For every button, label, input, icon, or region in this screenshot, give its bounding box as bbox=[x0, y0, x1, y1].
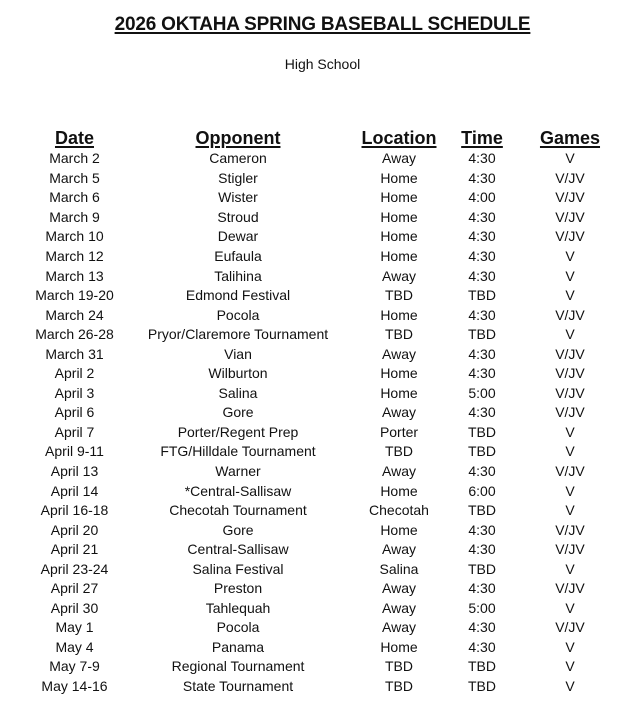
page-subtitle: High School bbox=[284, 56, 361, 72]
cell-time: TBD bbox=[468, 560, 496, 577]
table-row bbox=[22, 149, 625, 169]
column-header-location: Location bbox=[361, 128, 437, 148]
cell-opponent: Eufaula bbox=[214, 248, 262, 264]
cell-date: March 10 bbox=[45, 228, 104, 245]
cell-location: TBD bbox=[385, 326, 413, 343]
cell-location: Away bbox=[382, 541, 416, 558]
cell-date: April 6 bbox=[54, 404, 95, 421]
cell-date: March 26-28 bbox=[35, 326, 114, 343]
cell-time: TBD bbox=[468, 443, 496, 460]
table-row bbox=[22, 384, 625, 404]
cell-opponent: FTG/Hilldale Tournament bbox=[160, 443, 316, 460]
cell-time: 4:30 bbox=[468, 345, 496, 362]
cell-opponent: State Tournament bbox=[182, 678, 294, 695]
cell-games: V/JV bbox=[555, 404, 585, 421]
cell-opponent: Central-Sallisaw bbox=[187, 541, 289, 558]
cell-games: V bbox=[565, 482, 575, 499]
cell-opponent: Talihina bbox=[214, 267, 262, 284]
cell-opponent: Wister bbox=[218, 189, 258, 206]
cell-opponent: Edmond Festival bbox=[185, 287, 291, 304]
cell-time: 4:30 bbox=[468, 638, 496, 655]
cell-opponent: Salina bbox=[218, 384, 258, 401]
cell-location: Home bbox=[380, 482, 418, 499]
cell-location: Away bbox=[382, 619, 416, 636]
cell-opponent: Porter/Regent Prep bbox=[177, 423, 299, 440]
table-row bbox=[22, 364, 625, 384]
cell-date: May 1 bbox=[55, 619, 94, 636]
cell-date: April 14 bbox=[50, 482, 99, 499]
header-row bbox=[22, 121, 625, 149]
cell-date: May 14-16 bbox=[41, 678, 108, 695]
table-row bbox=[22, 208, 625, 228]
cell-date: April 13 bbox=[50, 463, 99, 480]
cell-games: V/JV bbox=[555, 169, 585, 186]
cell-date: April 21 bbox=[50, 541, 99, 558]
cell-games: V/JV bbox=[555, 208, 585, 225]
cell-date: April 30 bbox=[50, 599, 99, 616]
cell-opponent: Preston bbox=[213, 580, 263, 597]
cell-time: 4:30 bbox=[468, 619, 496, 636]
cell-opponent: Gore bbox=[222, 404, 254, 421]
cell-opponent: Pocola bbox=[216, 619, 260, 636]
cell-date: March 13 bbox=[45, 267, 104, 284]
cell-games: V/JV bbox=[555, 541, 585, 558]
cell-opponent: Vian bbox=[224, 345, 252, 362]
cell-opponent: Tahlequah bbox=[205, 599, 271, 616]
cell-opponent: Pocola bbox=[216, 306, 260, 323]
cell-location: Home bbox=[380, 228, 418, 245]
cell-location: Home bbox=[380, 384, 418, 401]
table-row bbox=[22, 305, 625, 325]
cell-location: Home bbox=[380, 306, 418, 323]
cell-time: 4:30 bbox=[468, 521, 496, 538]
table-row bbox=[22, 286, 625, 306]
cell-games: V bbox=[565, 599, 575, 616]
table-row bbox=[22, 325, 625, 345]
table-row bbox=[22, 462, 625, 482]
schedule-body bbox=[22, 149, 625, 696]
table-row bbox=[22, 540, 625, 560]
cell-time: 4:30 bbox=[468, 463, 496, 480]
cell-date: May 4 bbox=[55, 638, 94, 655]
table-row bbox=[22, 520, 625, 540]
cell-location: Away bbox=[382, 580, 416, 597]
table-row bbox=[22, 638, 625, 658]
column-header-games: Games bbox=[539, 128, 601, 148]
table-row bbox=[22, 344, 625, 364]
cell-time: TBD bbox=[468, 678, 496, 695]
cell-time: 4:30 bbox=[468, 365, 496, 382]
cell-games: V bbox=[565, 287, 575, 304]
cell-location: Away bbox=[382, 345, 416, 362]
cell-games: V bbox=[565, 267, 575, 284]
cell-games: V bbox=[565, 443, 575, 460]
cell-games: V bbox=[565, 678, 575, 695]
cell-time: 4:30 bbox=[468, 169, 496, 186]
cell-time: 4:30 bbox=[468, 150, 496, 167]
cell-games: V/JV bbox=[555, 384, 585, 401]
cell-date: March 12 bbox=[45, 248, 104, 264]
cell-time: 4:30 bbox=[468, 404, 496, 421]
cell-games: V bbox=[565, 502, 575, 519]
table-row bbox=[22, 579, 625, 599]
cell-location: Porter bbox=[379, 423, 419, 440]
cell-games: V/JV bbox=[555, 345, 585, 362]
cell-time: 4:00 bbox=[468, 189, 496, 206]
cell-games: V bbox=[565, 423, 575, 440]
cell-date: April 3 bbox=[54, 384, 95, 401]
cell-games: V/JV bbox=[555, 228, 585, 245]
cell-date: April 16-18 bbox=[40, 502, 109, 519]
cell-opponent: Wilburton bbox=[208, 365, 268, 382]
table-row bbox=[22, 559, 625, 579]
cell-date: March 5 bbox=[49, 169, 100, 186]
cell-location: TBD bbox=[385, 678, 413, 695]
table-row bbox=[22, 247, 625, 267]
table-row bbox=[22, 169, 625, 189]
cell-location: Home bbox=[380, 248, 418, 264]
cell-games: V/JV bbox=[555, 189, 585, 206]
cell-location: Checotah bbox=[369, 502, 429, 519]
table-row bbox=[22, 481, 625, 501]
cell-location: Home bbox=[380, 365, 418, 382]
table-row bbox=[22, 442, 625, 462]
cell-games: V bbox=[565, 248, 575, 264]
cell-location: Home bbox=[380, 638, 418, 655]
cell-time: 4:30 bbox=[468, 208, 496, 225]
table-row bbox=[22, 188, 625, 208]
cell-location: Salina bbox=[379, 560, 419, 577]
table-row bbox=[22, 501, 625, 521]
table-row bbox=[22, 423, 625, 443]
cell-games: V bbox=[565, 560, 575, 577]
cell-date: May 7-9 bbox=[49, 658, 100, 675]
cell-location: Home bbox=[380, 189, 418, 206]
schedule-table bbox=[22, 121, 625, 696]
cell-date: March 19-20 bbox=[35, 287, 114, 304]
cell-opponent: Cameron bbox=[209, 150, 267, 167]
cell-opponent: Salina Festival bbox=[192, 560, 284, 577]
cell-games: V/JV bbox=[555, 365, 585, 382]
table-row bbox=[22, 657, 625, 677]
cell-date: April 27 bbox=[50, 580, 99, 597]
cell-date: March 24 bbox=[45, 306, 104, 323]
cell-games: V/JV bbox=[555, 463, 585, 480]
cell-opponent: Checotah Tournament bbox=[169, 502, 307, 519]
cell-date: March 6 bbox=[49, 189, 100, 206]
cell-games: V/JV bbox=[555, 521, 585, 538]
cell-date: April 23-24 bbox=[40, 560, 109, 577]
cell-opponent: Warner bbox=[215, 463, 261, 480]
cell-opponent: *Central-Sallisaw bbox=[184, 482, 292, 499]
cell-date: March 31 bbox=[45, 345, 104, 362]
table-row bbox=[22, 618, 625, 638]
cell-time: 4:30 bbox=[468, 580, 496, 597]
cell-date: April 7 bbox=[54, 423, 95, 440]
cell-time: 4:30 bbox=[468, 248, 496, 264]
page-title: 2026 OKTAHA SPRING BASEBALL SCHEDULE bbox=[114, 14, 531, 35]
table-row bbox=[22, 677, 625, 697]
table-row bbox=[22, 403, 625, 423]
column-header-date: Date bbox=[54, 128, 94, 148]
cell-time: 4:30 bbox=[468, 306, 496, 323]
cell-time: 5:00 bbox=[468, 384, 496, 401]
cell-opponent: Stroud bbox=[217, 208, 259, 225]
column-header-time: Time bbox=[461, 128, 503, 148]
cell-date: April 2 bbox=[54, 365, 95, 382]
cell-time: TBD bbox=[468, 502, 496, 519]
cell-location: Home bbox=[380, 521, 418, 538]
cell-date: April 20 bbox=[50, 521, 99, 538]
cell-location: TBD bbox=[385, 443, 413, 460]
cell-opponent: Gore bbox=[222, 521, 254, 538]
cell-games: V/JV bbox=[555, 306, 585, 323]
cell-opponent: Pryor/Claremore Tournament bbox=[147, 326, 329, 343]
cell-time: TBD bbox=[468, 658, 496, 675]
cell-location: Away bbox=[382, 150, 416, 167]
cell-time: TBD bbox=[468, 287, 496, 304]
cell-location: Away bbox=[382, 599, 416, 616]
table-row bbox=[22, 599, 625, 619]
cell-opponent: Stigler bbox=[218, 169, 258, 186]
cell-games: V/JV bbox=[555, 580, 585, 597]
cell-games: V bbox=[565, 326, 575, 343]
cell-opponent: Regional Tournament bbox=[171, 658, 305, 675]
cell-time: 4:30 bbox=[468, 228, 496, 245]
table-row bbox=[22, 227, 625, 247]
cell-date: March 2 bbox=[49, 150, 100, 167]
cell-location: Home bbox=[380, 169, 418, 186]
cell-opponent: Panama bbox=[211, 638, 265, 655]
cell-date: April 9-11 bbox=[45, 443, 104, 460]
cell-games: V/JV bbox=[555, 619, 585, 636]
cell-location: Away bbox=[382, 404, 416, 421]
cell-time: TBD bbox=[468, 326, 496, 343]
cell-games: V bbox=[565, 638, 575, 655]
cell-time: 5:00 bbox=[468, 599, 496, 616]
cell-games: V bbox=[565, 658, 575, 675]
cell-date: March 9 bbox=[49, 208, 100, 225]
cell-location: TBD bbox=[385, 658, 413, 675]
cell-games: V bbox=[565, 150, 575, 167]
cell-location: TBD bbox=[385, 287, 413, 304]
cell-location: Away bbox=[382, 267, 416, 284]
column-header-opponent: Opponent bbox=[195, 128, 281, 148]
cell-time: 4:30 bbox=[468, 267, 496, 284]
cell-location: Away bbox=[382, 463, 416, 480]
cell-time: TBD bbox=[468, 423, 496, 440]
cell-opponent: Dewar bbox=[217, 228, 259, 245]
cell-time: 4:30 bbox=[468, 541, 496, 558]
table-row bbox=[22, 266, 625, 286]
cell-time: 6:00 bbox=[468, 482, 496, 499]
cell-location: Home bbox=[380, 208, 418, 225]
